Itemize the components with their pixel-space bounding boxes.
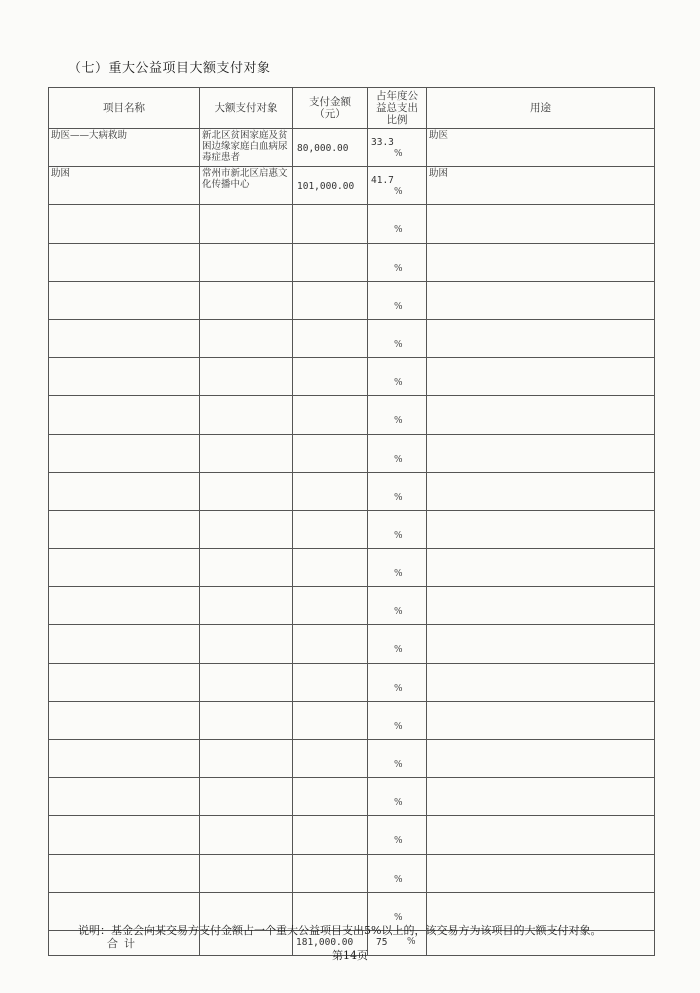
ratio-percent: %	[394, 569, 403, 580]
project-name	[49, 205, 199, 206]
payee-cell	[200, 701, 293, 739]
ratio-percent: %	[394, 187, 403, 198]
ratio-cell	[368, 701, 427, 739]
payee-name	[200, 396, 292, 397]
payee-name	[200, 587, 292, 588]
project-cell	[49, 319, 200, 357]
amount-cell	[293, 625, 368, 663]
project-cell	[49, 701, 200, 739]
amount-cell	[293, 358, 368, 396]
table-row	[49, 778, 655, 816]
payee-cell	[200, 549, 293, 587]
purpose-text	[427, 549, 654, 550]
purpose-cell	[427, 243, 655, 281]
project-name	[49, 893, 199, 894]
ratio-percent: %	[394, 301, 403, 312]
payee-name	[200, 473, 292, 474]
purpose-cell	[427, 701, 655, 739]
table-row	[49, 129, 655, 167]
purpose-text	[427, 435, 654, 436]
ratio-percent: %	[394, 798, 403, 809]
table-row	[49, 205, 655, 243]
project-name	[49, 320, 199, 321]
purpose-text	[427, 205, 654, 206]
purpose-text: 助困	[429, 168, 449, 180]
payee-cell	[200, 816, 293, 854]
amount-cell	[293, 243, 368, 281]
ratio-percent: %	[394, 225, 403, 236]
project-cell	[49, 816, 200, 854]
table-row	[49, 243, 655, 281]
project-name	[49, 473, 199, 474]
total-amount: 181,000.00	[296, 937, 354, 949]
project-name	[49, 511, 199, 512]
purpose-text	[427, 244, 654, 245]
header-project-name	[49, 88, 200, 129]
payee-cell	[200, 396, 293, 434]
payee-cell	[200, 281, 293, 319]
amount-value	[293, 587, 367, 601]
project-name	[49, 625, 199, 626]
ratio-cell	[368, 396, 427, 434]
amount-cell	[293, 549, 368, 587]
amount-value	[293, 625, 367, 639]
amount-cell	[293, 510, 368, 548]
amount-cell	[293, 472, 368, 510]
project-cell	[49, 510, 200, 548]
purpose-cell	[427, 587, 655, 625]
header-payee-label: 大额支付对象	[214, 102, 278, 114]
ratio-value: 33.3	[371, 137, 394, 148]
payee-name	[200, 282, 292, 283]
purpose-text	[427, 320, 654, 321]
amount-cell	[293, 854, 368, 892]
amount-cell	[293, 167, 368, 205]
amount-value: 101,000.00	[297, 181, 355, 193]
payee-cell	[200, 319, 293, 357]
ratio-percent: %	[394, 378, 403, 389]
project-name	[49, 244, 199, 245]
project-cell	[49, 625, 200, 663]
purpose-text	[427, 816, 654, 817]
project-cell	[49, 740, 200, 778]
table-row	[49, 740, 655, 778]
payee-cell	[200, 854, 293, 892]
ratio-cell	[368, 205, 427, 243]
table-header-row	[49, 88, 655, 129]
table-row	[49, 396, 655, 434]
ratio-cell	[368, 816, 427, 854]
payee-name	[200, 778, 292, 779]
project-name	[49, 396, 199, 397]
ratio-cell	[368, 167, 427, 205]
purpose-text	[427, 893, 654, 894]
ratio-percent: %	[394, 683, 403, 694]
ratio-cell	[368, 472, 427, 510]
ratio-percent: %	[394, 416, 403, 427]
table-row	[49, 472, 655, 510]
ratio-value: 41.7	[371, 175, 394, 187]
ratio-cell	[368, 549, 427, 587]
ratio-cell	[368, 625, 427, 663]
project-cell	[49, 396, 200, 434]
ratio-cell	[368, 358, 427, 396]
payee-name	[200, 511, 292, 512]
amount-cell	[293, 434, 368, 472]
amount-cell	[293, 396, 368, 434]
ratio-percent: %	[394, 645, 403, 656]
amount-cell	[293, 281, 368, 319]
project-name	[49, 816, 199, 817]
total-ratio-value: 75	[376, 936, 388, 948]
ratio-percent: %	[394, 492, 403, 503]
purpose-text	[427, 855, 654, 856]
payee-cell	[200, 129, 293, 167]
project-name	[49, 549, 199, 550]
purpose-cell	[427, 281, 655, 319]
amount-value	[293, 511, 367, 525]
project-name	[49, 778, 199, 779]
project-cell	[49, 549, 200, 587]
purpose-cell	[427, 625, 655, 663]
project-name: 助困	[51, 168, 71, 180]
amount-value	[293, 816, 367, 830]
project-name	[49, 587, 199, 588]
purpose-cell	[427, 778, 655, 816]
table-row	[49, 281, 655, 319]
table-row	[49, 167, 655, 205]
ratio-percent: %	[394, 721, 403, 732]
ratio-cell	[368, 319, 427, 357]
payee-cell	[200, 663, 293, 701]
header-ratio	[368, 88, 427, 129]
amount-value	[293, 893, 367, 907]
ratio-cell	[368, 587, 427, 625]
project-cell	[49, 205, 200, 243]
payee-name	[200, 320, 292, 321]
table-row	[49, 587, 655, 625]
table-row	[49, 434, 655, 472]
purpose-cell	[427, 396, 655, 434]
purpose-cell	[427, 205, 655, 243]
amount-value	[293, 664, 367, 678]
amount-value	[293, 435, 367, 449]
purpose-text	[427, 664, 654, 665]
purpose-text	[427, 740, 654, 741]
payee-cell	[200, 358, 293, 396]
purpose-cell	[427, 472, 655, 510]
amount-value	[293, 778, 367, 792]
total-ratio-percent: %	[407, 936, 416, 947]
payee-name: 新北区贫困家庭及贫困边缘家庭白血病尿毒症患者	[202, 130, 288, 163]
project-cell	[49, 663, 200, 701]
payee-name: 常州市新北区启惠文化传播中心	[202, 168, 288, 191]
payee-cell	[200, 587, 293, 625]
header-payee	[200, 88, 293, 129]
header-purpose	[427, 88, 655, 129]
amount-cell	[293, 129, 368, 167]
table-row	[49, 816, 655, 854]
header-amount	[293, 88, 368, 129]
payee-cell	[200, 167, 293, 205]
purpose-cell	[427, 319, 655, 357]
ratio-cell	[368, 510, 427, 548]
purpose-cell	[427, 816, 655, 854]
table-row	[49, 549, 655, 587]
ratio-percent: %	[394, 607, 403, 618]
amount-value: 80,000.00	[297, 143, 349, 154]
amount-value	[293, 205, 367, 219]
project-cell	[49, 129, 200, 167]
payee-cell	[200, 434, 293, 472]
ratio-percent: %	[394, 530, 403, 541]
purpose-text	[427, 358, 654, 359]
ratio-percent: %	[394, 912, 403, 923]
project-name	[49, 435, 199, 436]
table-row	[49, 701, 655, 739]
project-cell	[49, 778, 200, 816]
header-ratio-line1: 占年度公	[376, 90, 418, 102]
amount-cell	[293, 816, 368, 854]
amount-value	[293, 282, 367, 296]
ratio-percent: %	[394, 874, 403, 885]
ratio-cell	[368, 434, 427, 472]
amount-cell	[293, 587, 368, 625]
purpose-cell	[427, 854, 655, 892]
table-row	[49, 358, 655, 396]
project-cell	[49, 434, 200, 472]
amount-value	[293, 740, 367, 754]
purpose-text	[427, 473, 654, 474]
ratio-percent: %	[394, 836, 403, 847]
amount-cell	[293, 205, 368, 243]
large-payment-table	[48, 87, 655, 956]
table-row	[49, 319, 655, 357]
header-ratio-line3: 比例	[386, 114, 408, 126]
project-cell	[49, 358, 200, 396]
ratio-cell	[368, 663, 427, 701]
purpose-text	[427, 625, 654, 626]
payee-cell	[200, 625, 293, 663]
project-name	[49, 855, 199, 856]
ratio-cell	[368, 281, 427, 319]
payee-name	[200, 435, 292, 436]
payee-cell	[200, 243, 293, 281]
header-purpose-label: 用途	[530, 102, 551, 114]
table-body	[49, 129, 655, 931]
ratio-percent: %	[394, 149, 403, 159]
amount-cell	[293, 740, 368, 778]
header-amount-line2: （元）	[314, 108, 346, 120]
project-name: 助医——大病救助	[51, 130, 128, 141]
ratio-cell	[368, 129, 427, 167]
amount-value	[293, 473, 367, 487]
purpose-text	[427, 702, 654, 703]
purpose-cell	[427, 510, 655, 548]
project-cell	[49, 854, 200, 892]
payee-cell	[200, 510, 293, 548]
purpose-cell	[427, 549, 655, 587]
table-row	[49, 625, 655, 663]
project-name	[49, 664, 199, 665]
purpose-cell	[427, 434, 655, 472]
project-cell	[49, 167, 200, 205]
amount-value	[293, 855, 367, 869]
purpose-text	[427, 778, 654, 779]
payee-name	[200, 625, 292, 626]
footnote: 说明：基金会向某交易方支付金额占一个重大公益项目支出5%以上的，该交易方为该项目的大额支付对象。	[78, 924, 602, 937]
ratio-percent: %	[394, 263, 403, 274]
section-heading: （七）重大公益项目大额支付对象	[68, 61, 271, 76]
purpose-text	[427, 511, 654, 512]
payee-cell	[200, 472, 293, 510]
purpose-cell	[427, 167, 655, 205]
payee-name	[200, 549, 292, 550]
project-cell	[49, 587, 200, 625]
project-cell	[49, 281, 200, 319]
amount-value	[293, 244, 367, 258]
table-row	[49, 510, 655, 548]
payee-name	[200, 855, 292, 856]
header-ratio-line2: 益总支出	[376, 102, 418, 114]
purpose-cell	[427, 740, 655, 778]
payee-name	[200, 664, 292, 665]
project-cell	[49, 243, 200, 281]
payee-name	[200, 358, 292, 359]
payee-name	[200, 702, 292, 703]
project-name	[49, 282, 199, 283]
ratio-cell	[368, 243, 427, 281]
payee-cell	[200, 778, 293, 816]
purpose-cell	[427, 129, 655, 167]
ratio-percent: %	[394, 760, 403, 770]
payee-name	[200, 740, 292, 741]
ratio-percent: %	[394, 339, 403, 350]
project-name	[49, 358, 199, 359]
purpose-text: 助医	[429, 130, 449, 141]
payee-cell	[200, 740, 293, 778]
purpose-text	[427, 587, 654, 588]
ratio-percent: %	[394, 454, 403, 465]
ratio-cell	[368, 854, 427, 892]
purpose-text	[427, 396, 654, 397]
amount-value	[293, 396, 367, 410]
payee-cell	[200, 205, 293, 243]
purpose-cell	[427, 663, 655, 701]
amount-value	[293, 549, 367, 563]
amount-cell	[293, 663, 368, 701]
payee-name	[200, 893, 292, 894]
project-name	[49, 740, 199, 741]
header-amount-line1: 支付金额	[309, 96, 351, 108]
payee-name	[200, 205, 292, 206]
table-row	[49, 854, 655, 892]
total-label: 合计	[107, 936, 141, 950]
project-cell	[49, 472, 200, 510]
payee-name	[200, 244, 292, 245]
amount-value	[293, 702, 367, 716]
purpose-text	[427, 282, 654, 283]
amount-cell	[293, 319, 368, 357]
amount-cell	[293, 778, 368, 816]
amount-value	[293, 320, 367, 334]
table-row	[49, 663, 655, 701]
amount-value	[293, 358, 367, 372]
project-name	[49, 702, 199, 703]
payee-name	[200, 816, 292, 817]
amount-cell	[293, 701, 368, 739]
ratio-cell	[368, 778, 427, 816]
purpose-cell	[427, 358, 655, 396]
ratio-cell	[368, 740, 427, 778]
header-project-name-label: 项目名称	[103, 102, 145, 114]
page-number: 第14页	[332, 949, 368, 962]
